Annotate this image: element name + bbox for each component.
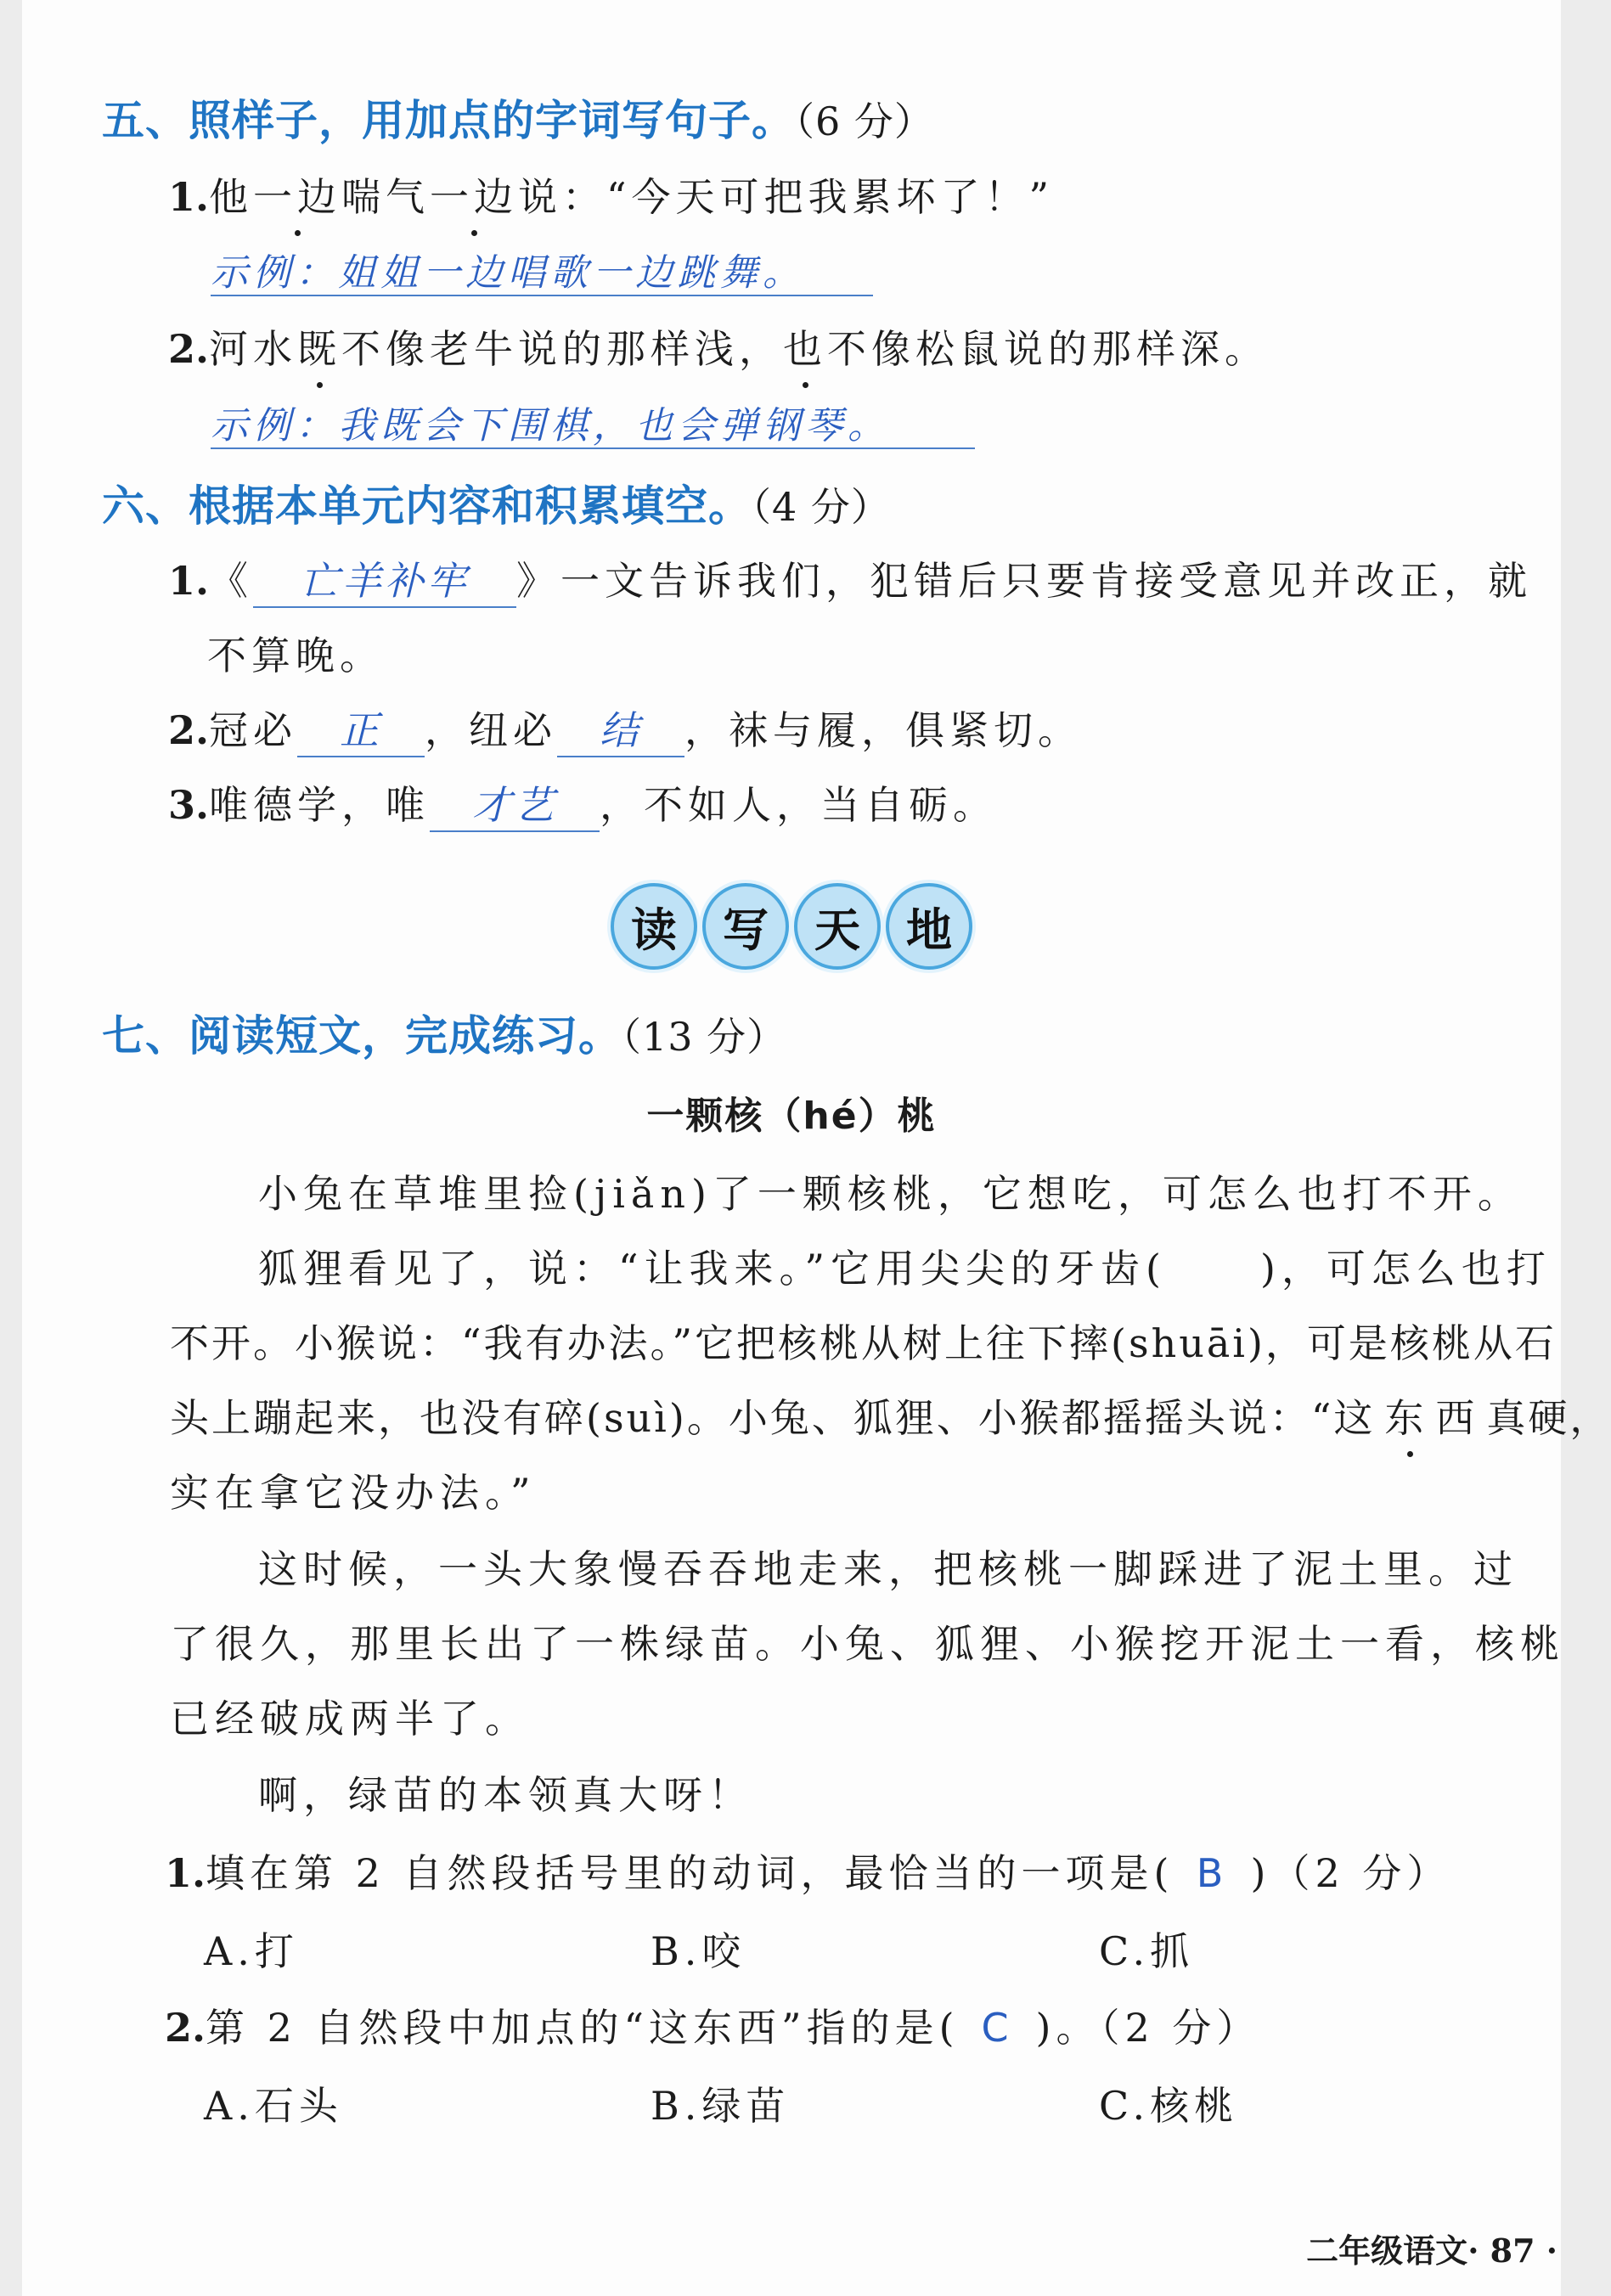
footer-subject: 二年级语文 — [1306, 2232, 1468, 2270]
p2-l3-text-b: 真硬， — [1486, 1395, 1611, 1441]
s7-q2-option-c: C.核桃 — [1099, 2083, 1239, 2129]
dotted-word: 一边 — [253, 166, 341, 222]
story-paragraph-3-line-1: 这时候，一头大象慢吞吞地走来，把核桃一脚踩进了泥土里。过 — [258, 1546, 1518, 1592]
s5-question-1 — [168, 166, 1054, 222]
section-6-points: （4 分） — [752, 484, 891, 530]
page-footer — [1306, 2225, 1557, 2271]
q3-text-b: ，不如人，当自砺。 — [600, 782, 998, 828]
q1-text-c: 说：“今天可把我累坏了！” — [518, 174, 1055, 220]
s7-q1-option-c: C.抓 — [1099, 1928, 1195, 1974]
question-number: 1. — [168, 558, 210, 604]
banner-badge: 地 — [886, 883, 972, 970]
q2-text: 第 2 自然段中加点的“这东西”指的是( — [206, 2005, 960, 2051]
s7-question-2 — [165, 1997, 1260, 2053]
section-7-heading — [102, 1002, 786, 1063]
section-6-heading — [102, 472, 891, 533]
s6-question-3 — [168, 774, 997, 832]
q1-text-a: 他 — [209, 174, 254, 220]
banner-badge: 读 — [611, 883, 697, 970]
story-paragraph-4: 啊，绿苗的本领真大呀！ — [258, 1772, 753, 1818]
story-paragraph-2-line-2: 不开。小猴说：“我有办法。”它把核桃从树上往下摔(shuāi)，可是核桃从石 — [170, 1320, 1557, 1366]
q1-text-b: 喘气 — [341, 174, 431, 220]
question-number: 2. — [165, 2005, 206, 2051]
story-paragraph-1: 小兔在草堆里捡(jiǎn)了一颗核桃，它想吃，可怎么也打不开。 — [258, 1171, 1523, 1217]
s7-q2-option-a: A.石头 — [204, 2083, 343, 2129]
q3-text-a: 唯德学，唯 — [209, 782, 431, 828]
fill-blank: 正 — [297, 700, 425, 757]
q2-end: )。（2 分） — [1035, 2005, 1261, 2051]
answer-choice: C — [981, 2005, 1014, 2051]
fill-blank: 亡羊补牢 — [253, 550, 516, 608]
fill-blank: 结 — [557, 700, 684, 757]
s7-q2-option-b: B.绿苗 — [651, 2083, 791, 2129]
p2-l3-text-a: 头上蹦起来，也没有碎(suì)。小兔、狐狸、小猴都摇摇头说：“ — [170, 1395, 1334, 1441]
section-5-title: 五、照样子，用加点的字词写句子。 — [102, 96, 795, 145]
q1-end: )（2 分） — [1250, 1850, 1451, 1896]
dotted-word: 一边 — [430, 166, 518, 222]
book-bracket-open: 《 — [209, 558, 254, 604]
s6-question-2 — [168, 700, 1082, 757]
dotted-word: 这东西 — [1333, 1387, 1486, 1443]
story-paragraph-3-line-2: 了很久，那里长出了一株绿苗。小兔、狐狸、小猴挖开泥土一看，核桃 — [170, 1621, 1565, 1667]
s5-answer-1: 示例：姐姐一边唱歌一边跳舞。 — [211, 242, 873, 296]
question-number: 1. — [168, 174, 210, 220]
s7-q1-option-b: B.咬 — [651, 1928, 746, 1974]
s6-question-1 — [168, 550, 1532, 608]
s5-answer-2: 示例：我既会下围棋，也会弹钢琴。 — [211, 395, 975, 449]
question-number: 1. — [165, 1850, 206, 1896]
worksheet-page — [22, 0, 1611, 2296]
section-7-points: （13 分） — [622, 1014, 787, 1060]
story-paragraph-2-line-1 — [258, 1238, 1552, 1294]
s7-q1-option-a: A.打 — [204, 1928, 299, 1974]
q2-text-b: ，纽必 — [425, 707, 558, 753]
section-7-title: 七、阅读短文，完成练习。 — [102, 1011, 622, 1061]
q2-text-b: 不像老牛说的那样浅， — [341, 326, 784, 372]
banner-badge: 写 — [702, 883, 789, 970]
q2-text-c: ，袜与履，俱紧切。 — [684, 707, 1083, 753]
page-number: · 87 · — [1467, 2231, 1557, 2270]
answer-choice: B — [1196, 1850, 1229, 1896]
s6-question-1-cont: 不算晚。 — [207, 633, 384, 678]
question-number: 2. — [168, 707, 210, 753]
fill-blank: 才艺 — [430, 774, 600, 832]
dotted-word: 既 — [297, 318, 341, 374]
banner-badge: 天 — [794, 883, 881, 970]
section-6-title: 六、根据本单元内容和积累填空。 — [102, 481, 752, 531]
section-5-heading — [102, 87, 934, 148]
q1-rest: 》一文告诉我们，犯错后只要肯接受意见并改正，就 — [516, 558, 1533, 604]
read-write-banner — [22, 883, 1561, 976]
question-number: 2. — [168, 326, 210, 372]
section-5-points: （6 分） — [795, 98, 934, 144]
q2-text-a: 冠必 — [209, 707, 298, 753]
dotted-word: 也 — [783, 318, 827, 374]
p2-text-a: 狐狸看见了，说：“让我来。”它用尖尖的牙齿( — [258, 1246, 1167, 1292]
question-number: 3. — [168, 782, 210, 828]
story-paragraph-3-line-3: 已经破成两半了。 — [170, 1696, 530, 1742]
q2-text-c: 不像松鼠说的那样深。 — [827, 326, 1270, 372]
story-title: 一颗核（hé）桃 — [646, 1095, 937, 1138]
q2-text-a: 河水 — [209, 326, 298, 372]
p2-text-b: )，可怎么也打 — [1259, 1246, 1552, 1292]
s7-question-1 — [165, 1843, 1450, 1899]
story-paragraph-2-line-4: 实在拿它没办法。” — [170, 1470, 537, 1516]
story-paragraph-2-line-3 — [170, 1387, 1611, 1443]
s5-question-2 — [168, 318, 1269, 374]
q1-text: 填在第 2 自然段括号里的动词，最恰当的一项是( — [206, 1850, 1174, 1896]
